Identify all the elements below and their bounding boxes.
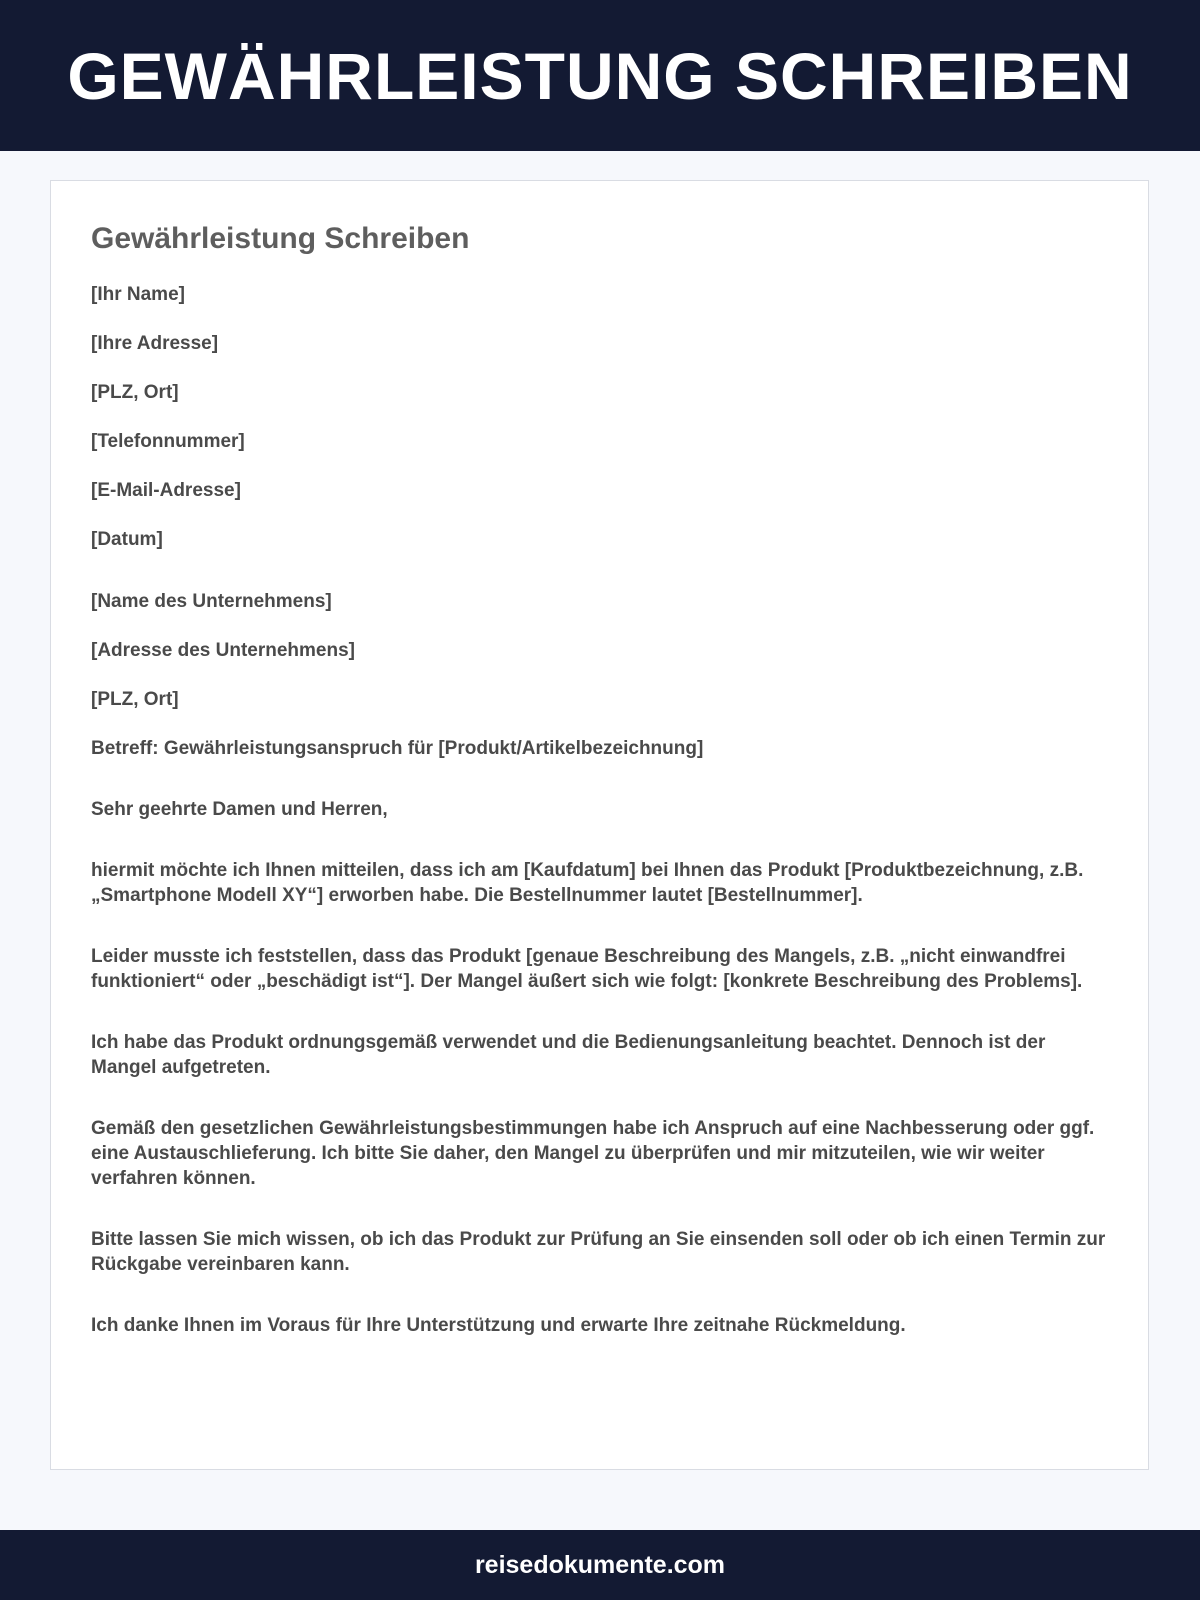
recipient-block xyxy=(91,589,1108,712)
letter-subject: Betreff: Gewährleistungsanspruch für [Produkt/Artikelbezeichnung] xyxy=(91,738,704,759)
page-footer xyxy=(0,1530,1200,1600)
sender-city: [PLZ, Ort] xyxy=(91,382,179,403)
letter-paragraph: Bitte lassen Sie mich wissen, ob ich das Produkt zur Prüfung an Sie einsenden soll oder ob ich einen Termin zur Rückgabe vereinbaren kann. xyxy=(91,1229,1106,1275)
page-banner xyxy=(0,0,1200,151)
letter-title: Gewährleistung Schreiben xyxy=(91,222,470,255)
letter-paragraph: Leider musste ich feststellen, dass das Produkt [genaue Beschreibung des Mangels, z.B. „nicht einwandfrei funktioniert“ oder „beschädigt ist“]. Der Mangel äußert sich wie folgt: [konkrete Beschreibung des Problems]. xyxy=(91,946,1083,992)
recipient-company: [Name des Unternehmens] xyxy=(91,591,332,612)
sender-block xyxy=(91,282,1108,552)
sender-name: [Ihr Name] xyxy=(91,284,185,305)
letter-paragraph: Ich danke Ihnen im Voraus für Ihre Unterstützung und erwarte Ihre zeitnahe Rückmeldung. xyxy=(91,1315,906,1336)
letter-paragraph: hiermit möchte ich Ihnen mitteilen, dass ich am [Kaufdatum] bei Ihnen das Produkt [Produktbezeichnung, z.B. „Smartphone Modell XY“] erworben habe. Die Bestellnummer lautet [Bestellnummer]. xyxy=(91,860,1084,906)
letter-paragraph: Gemäß den gesetzlichen Gewährleistungsbestimmungen habe ich Anspruch auf eine Nachbesserung oder ggf. eine Austauschlieferung. Ich bitte Sie daher, den Mangel zu überprüfen und mir mitzuteilen, wie wir weiter verfahren können. xyxy=(91,1118,1095,1189)
letter-date: [Datum] xyxy=(91,529,163,550)
sender-email: [E-Mail-Adresse] xyxy=(91,480,241,501)
footer-site-link[interactable]: reisedokumente.com xyxy=(474,1550,726,1579)
letter-salutation: Sehr geehrte Damen und Herren, xyxy=(91,799,388,820)
sender-address: [Ihre Adresse] xyxy=(91,333,219,354)
letter-paragraph: Ich habe das Produkt ordnungsgemäß verwendet und die Bedienungsanleitung beachtet. Dennoch ist der Mangel aufgetreten. xyxy=(91,1032,1046,1078)
recipient-city: [PLZ, Ort] xyxy=(91,689,179,710)
sender-phone: [Telefonnummer] xyxy=(91,431,245,452)
letter-card xyxy=(50,180,1149,1470)
banner-title: GEWÄHRLEISTUNG SCHREIBEN xyxy=(67,38,1133,113)
recipient-address: [Adresse des Unternehmens] xyxy=(91,640,355,661)
